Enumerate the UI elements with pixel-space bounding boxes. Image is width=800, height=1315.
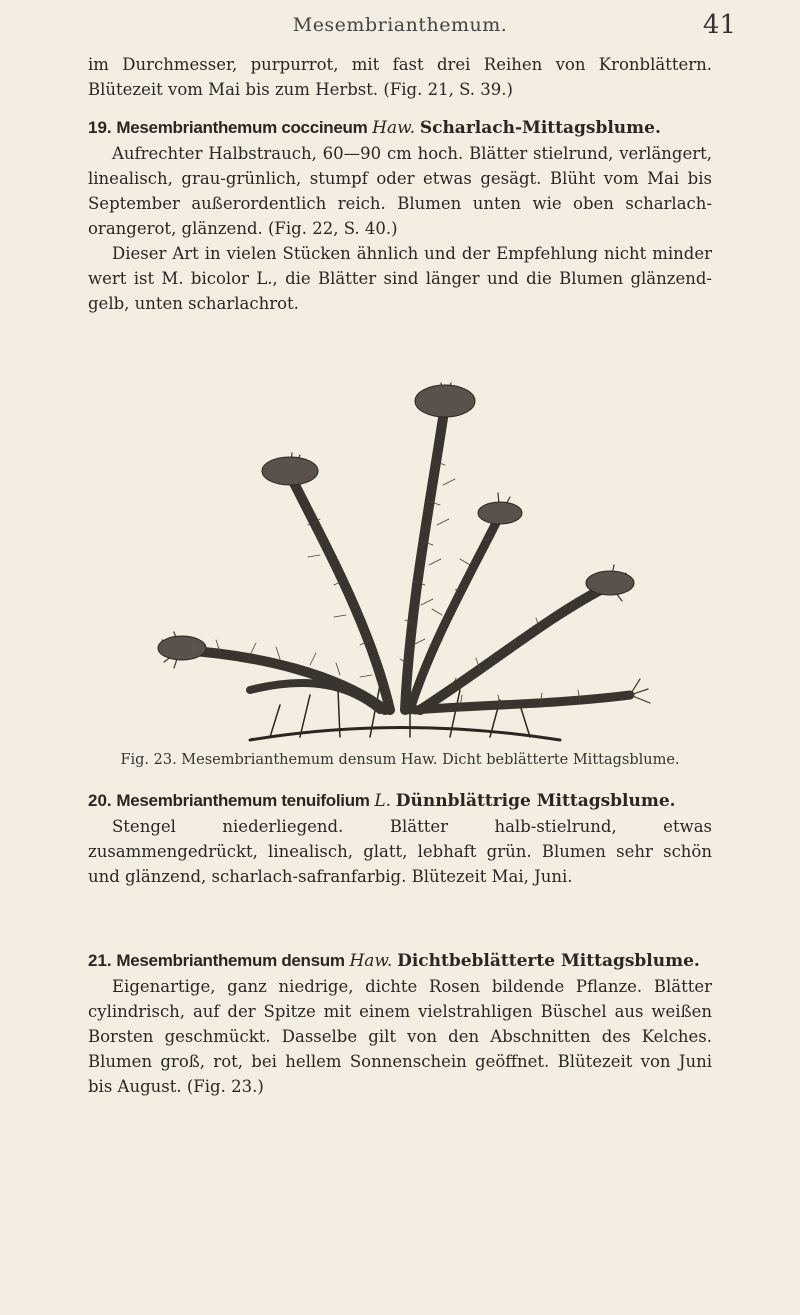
entry-20-heading [88, 791, 676, 810]
page-number: 41 [702, 10, 736, 40]
entry-21-german-name: Dichtbeblätterte Mittagsblume. [397, 951, 700, 971]
intro-text: im Durchmesser, purpurrot, mit fast drei Reihen von Kronblättern. Blütezeit vom Mai bis zum Herbst. (Fig. 21, S. 39.) [88, 55, 712, 99]
intro-paragraph [88, 52, 712, 102]
entry-19-body: Aufrechter Halbstrauch, 60—90 cm hoch. Blätter stielrund, verlängert, linealisch, grau-grünlich, stumpf oder etwas gesägt. Blüht vom Mai bis September außerordentlich reich. Blumen unten wie oben scharlach-orangerot, glänzend. (Fig. 22, S. 40.) [88, 144, 712, 238]
entry-21-heading [88, 951, 700, 970]
entry-19-note: Dieser Art in vielen Stücken ähnlich und der Empfehlung nicht minder wert ist M. bicolor L., die Blätter sind länger und die Blumen glänzend-gelb, unten scharlachrot. [88, 244, 712, 313]
entry-19 [88, 115, 712, 316]
figure-23-illustration [110, 345, 690, 745]
entry-20-author: L. [374, 791, 392, 811]
entry-20-latin-name: Mesembrianthemum tenuifolium [116, 791, 370, 810]
cactus-illustration [110, 345, 690, 745]
entry-19-german-name: Scharlach-Mittagsblume. [419, 118, 661, 138]
figure-caption: Fig. 23. Mesembrianthemum densum Haw. Dicht beblätterte Mittagsblume. [120, 752, 680, 768]
entry-21 [88, 948, 712, 1099]
entry-19-author: Haw. [372, 118, 416, 138]
entry-20-body: Stengel niederliegend. Blätter halb-stielrund, etwas zusammengedrückt, linealisch, glatt, lebhaft grün. Blumen sehr schön und glänzend, scharlach-safranfarbig. Blütezeit Mai, Juni. [88, 817, 712, 886]
entry-21-body: Eigenartige, ganz niedrige, dichte Rosen bildende Pflanze. Blätter cylindrisch, auf der Spitze mit einem vielstrahligen Büschel aus weißen Borsten geschmückt. Dasselbe gilt von den Abschnitten des Kelches. Blumen groß, rot, bei hellem Sonnenschein geöffnet. Blütezeit von Juni bis August. (Fig. 23.) [88, 977, 712, 1096]
entry-21-number: 21. [88, 951, 112, 970]
entry-21-author: Haw. [349, 951, 393, 971]
entry-19-heading [88, 118, 661, 137]
running-head: Mesembrianthemum. [292, 14, 508, 36]
entry-21-latin-name: Mesembrianthemum densum [116, 951, 345, 970]
entry-20-german-name: Dünnblättrige Mittagsblume. [395, 791, 676, 811]
entry-19-latin-name: Mesembrianthemum coccineum [116, 118, 368, 137]
entry-20-number: 20. [88, 791, 112, 810]
entry-20 [88, 788, 712, 889]
entry-19-number: 19. [88, 118, 112, 137]
